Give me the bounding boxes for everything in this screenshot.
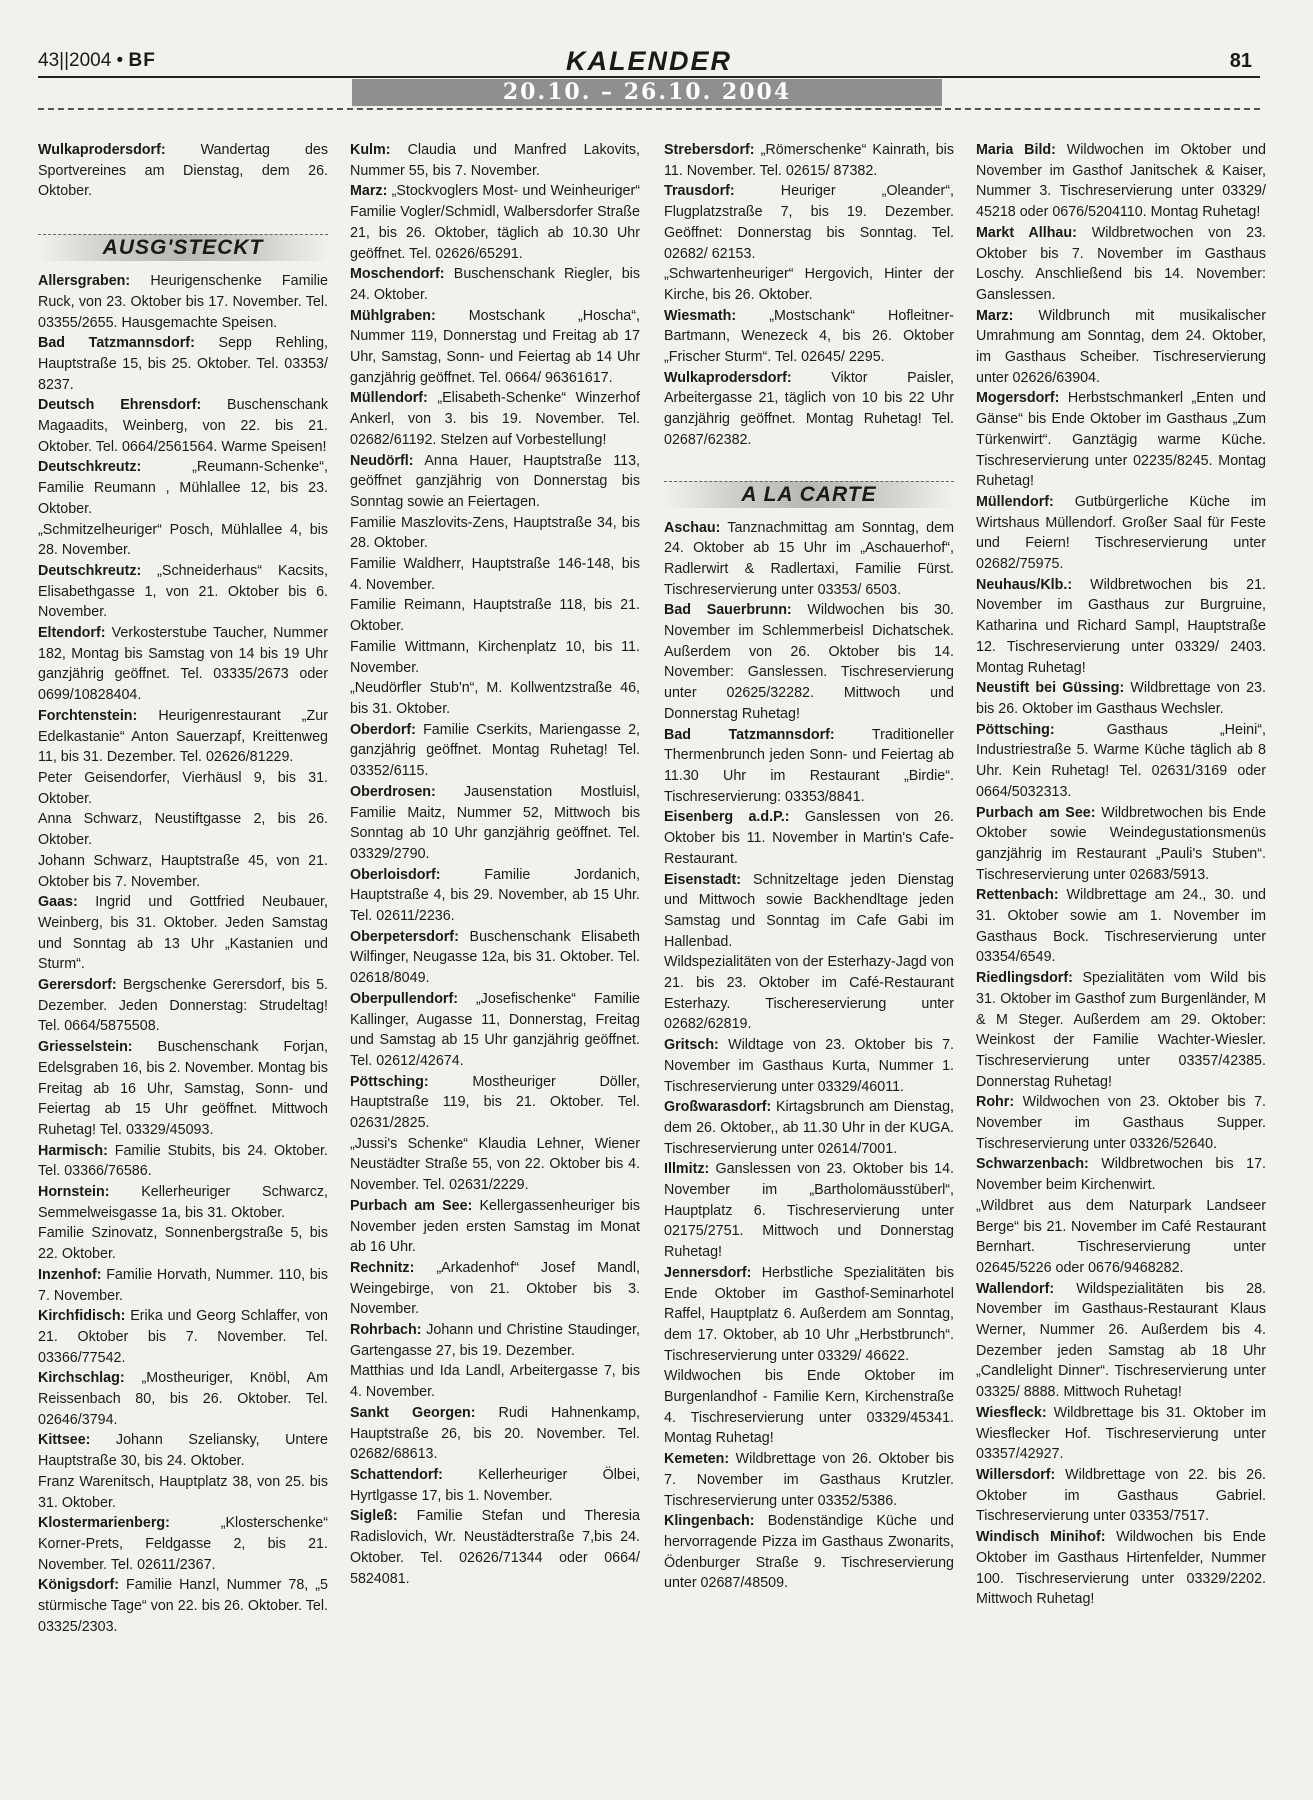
entry-text: Wildwochen bis Ende Oktober im Burgenlandhof - Familie Kern, Kirchenstraße 4. Tischreservierung unter 03329/45341. Montag Ruhetag! xyxy=(664,1368,954,1447)
listing-entry xyxy=(350,388,640,450)
entry-text: „Römerschenke“ Kainrath, bis 11. November. Tel. 02615/ 87382. xyxy=(664,142,954,179)
place-name: Pöttsching: xyxy=(350,1073,429,1090)
listing-entry xyxy=(976,1527,1266,1610)
entry-text: Familie Szinovatz, Sonnenbergstraße 5, bis 22. Oktober. xyxy=(38,1225,328,1263)
listing-entry xyxy=(38,1368,328,1430)
listing-entry xyxy=(976,678,1266,719)
listing-entry xyxy=(350,140,640,181)
entry-text: Buschenschank Forjan, Edelsgraben 16, bis 2. November. Montag bis Freitag ab 16 Uhr, Samstag, Sonn- und Feiertag ab 15 Uhr geöffnet. Mittwoch Ruhetag! Tel. 03329/45093. xyxy=(38,1039,328,1138)
header-divider xyxy=(38,108,1260,110)
listing-entry xyxy=(350,1465,640,1506)
listing-entry xyxy=(350,1196,640,1258)
place-name: Mühlgraben: xyxy=(350,307,436,324)
listing-entry xyxy=(664,952,954,1035)
place-name: Eltendorf: xyxy=(38,625,106,642)
place-name: Windisch Minihof: xyxy=(976,1529,1106,1546)
place-name: Purbach am See: xyxy=(976,804,1096,821)
listing-entry xyxy=(664,1263,954,1367)
place-name: Allersgraben: xyxy=(38,273,131,290)
place-name: Mogersdorf: xyxy=(976,390,1060,407)
place-name: Bad Sauerbrunn: xyxy=(664,602,792,619)
entry-text: Heurigenschenke Familie Ruck, von 23. Oktober bis 17. November. Tel. 03355/2655. Hausgemachte Speisen. xyxy=(38,273,328,331)
entry-text: Anna Hauer, Hauptstraße 113, geöffnet ganzjährig von Donnerstag bis Sonntag sowie an Feiertagen. xyxy=(350,452,640,510)
place-name: Kemeten: xyxy=(664,1451,730,1468)
place-name: Rettenbach: xyxy=(976,887,1059,904)
listing-entry xyxy=(976,140,1266,223)
entry-text: Buschenschank Magaadits, Weinberg, von 22. bis 21. Oktober. Tel. 0664/2561564. Warme Speisen! xyxy=(38,397,328,455)
place-name: Wallendorf: xyxy=(976,1280,1055,1297)
listing-entry xyxy=(38,1306,328,1368)
place-name: Hornstein: xyxy=(38,1184,110,1201)
entry-text: Wildspezialitäten bis 28. November im Gasthaus-Restaurant Klaus Werner, Nummer 26. Außerdem bis 4. Dezember jeden Samstag ab 18 Uhr „Candlelight Dinner“. Tischreservierung unter 03325/ 8888. Mittwoch Ruhetag! xyxy=(976,1280,1266,1401)
listing-entry xyxy=(976,1154,1266,1195)
listing-entry xyxy=(664,140,954,181)
listing-entry xyxy=(350,306,640,389)
entry-text: Verkosterstube Taucher, Nummer 182, Montag bis Samstag von 14 bis 19 Uhr ganzjährig geöffnet. Tel. 03335/2673 oder 0699/10828404. xyxy=(38,625,328,704)
entry-text: Wildbrettage am 24., 30. und 31. Oktober sowie am 1. November im Gasthaus Bock. Tischreservierung unter 03354/6549. xyxy=(976,887,1266,966)
entry-text: Erika und Georg Schlaffer, von 21. Oktober bis 7. November. Tel. 03366/77542. xyxy=(38,1308,328,1366)
entry-text: Buschenschank Riegler, bis 24. Oktober. xyxy=(350,266,640,303)
listing-entry xyxy=(664,368,954,451)
entry-text: Wildwochen bis 30. November im Schlemmerbeisl Dichatschek. Außerdem von 26. Oktober bis 14. November: Ganslessen. Tischreservierung unter 02625/32282. Mittwoch und Donnerstag Ruhetag! xyxy=(664,602,954,722)
place-name: Oberpullendorf: xyxy=(350,990,459,1007)
listing-entry xyxy=(38,1513,328,1575)
entry-text: Ingrid und Gottfried Neubauer, Weinberg, bis 31. Oktober. Jeden Samstag und Sonntag ab 13 Uhr „Kastanien und Sturm“. xyxy=(38,894,328,973)
place-name: Bad Tatzmannsdorf: xyxy=(664,726,835,743)
entry-text: Wildbrettage von 26. Oktober bis 7. November im Gasthaus Krutzler. Tischreservierung unter 03352/5386. xyxy=(664,1451,954,1509)
place-name: Pöttsching: xyxy=(976,721,1055,738)
entry-text: Spezialitäten vom Wild bis 31. Oktober im Gasthof zum Burgenländer, M & M Steger. Außerdem am 29. Oktober: Weinkost der Familie Wachter-Wiesler. Tischreservierung unter 03357/42385. Donnerstag Ruhetag! xyxy=(976,970,1266,1090)
entry-text: Familie Wittmann, Kirchenplatz 10, bis 11. November. xyxy=(350,638,640,676)
listing-entry xyxy=(350,451,640,513)
listing-entry xyxy=(38,457,328,519)
listing-entry xyxy=(664,518,954,601)
entry-text: Familie Stefan und Theresia Radislovich, Wr. Neustädterstraße 7,bis 24. Oktober. Tel. 02626/71344 oder 0664/ 5824081. xyxy=(350,1508,640,1587)
place-name: Gerersdorf: xyxy=(38,977,117,994)
entry-text: Gutbürgerliche Küche im Wirtshaus Müllendorf. Großer Saal für Feste und Feiern! Tischreservierung unter 02682/75975. xyxy=(976,493,1266,573)
entry-text: Wildwochen bis Ende Oktober im Gasthaus Hirtenfelder, Nummer 100. Tischreservierung unter 03329/2202. Mittwoch Ruhetag! xyxy=(976,1529,1266,1608)
entry-text: „Klosterschenke“ Korner-Prets, Feldgasse 2, bis 21. November. Tel. 02611/2367. xyxy=(38,1515,328,1573)
entry-text: „Arkadenhof“ Josef Mandl, Weingebirge, von 21. Oktober bis 3. November. xyxy=(350,1259,640,1318)
listing-entry xyxy=(350,989,640,1072)
place-name: Wiesmath: xyxy=(664,307,737,324)
entry-text: Johann Szeliansky, Untere Hauptstraße 30, bis 24. Oktober. xyxy=(38,1432,328,1470)
listing-entry xyxy=(38,851,328,892)
entry-text: Wildbretwochen bis 17. November beim Kirchenwirt. xyxy=(976,1156,1266,1194)
listing-entry xyxy=(38,1182,328,1223)
place-name: Moschendorf: xyxy=(350,266,445,283)
place-name: Neudörfl: xyxy=(350,452,414,469)
listing-entry xyxy=(664,181,954,264)
brand-label: BF xyxy=(128,50,156,71)
listing-entry xyxy=(38,1430,328,1471)
entry-text: „Elisabeth-Schenke“ Winzerhof Ankerl, von 3. bis 19. November. Tel. 02682/61192. Stelzen auf Vorbestellung! xyxy=(350,390,640,448)
place-name: Klingenbach: xyxy=(664,1513,755,1530)
listing-entry xyxy=(976,1465,1266,1527)
place-name: Deutsch Ehrensdorf: xyxy=(38,397,202,414)
listing-entry xyxy=(350,865,640,927)
entry-text: Kellergassenheuriger bis November jeden ersten Samstag im Monat ab 16 Uhr. xyxy=(350,1197,640,1256)
listing-entry xyxy=(38,809,328,850)
entry-text: Bergschenke Gerersdorf, bis 5. Dezember. Jeden Donnerstag: Strudeltag! Tel. 0664/5875508. xyxy=(38,977,328,1035)
entry-text: Wildwochen im Oktober und November im Gasthof Janitschek & Kaiser, Nummer 3. Tischreservierung unter 03329/ 45218 oder 0676/5204110. Montag Ruhetag! xyxy=(976,142,1266,221)
listing-entry xyxy=(350,595,640,636)
entry-text: Heurigenrestaurant „Zur Edelkastanie“ Anton Sauerzapf, Kreittenweg 11, bis 31. Dezember. Tel. 02626/81229. xyxy=(38,707,328,766)
listing-entry xyxy=(976,1403,1266,1465)
listing-entry xyxy=(38,768,328,809)
place-name: Purbach am See: xyxy=(350,1197,473,1214)
listing-entry xyxy=(350,1134,640,1196)
listing-entry xyxy=(664,1159,954,1263)
listing-entry xyxy=(38,1141,328,1182)
listing-entry xyxy=(350,1361,640,1402)
entry-text: Tanznachmittag am Sonntag, dem 24. Oktober ab 15 Uhr im „Aschauerhof“, Radlerwirt & Radlertaxi, Familie Fürst. Tischreservierung unter 03353/ 6503. xyxy=(664,519,954,598)
place-name: Markt Allhau: xyxy=(976,224,1077,241)
place-name: Bad Tatzmannsdorf: xyxy=(38,335,195,352)
listing-entry xyxy=(664,870,954,953)
listing-entry xyxy=(976,306,1266,389)
entry-text: Familie Hanzl, Nummer 78, „5 stürmische Tage“ von 22. bis 26. Oktober. Tel. 03325/2303. xyxy=(38,1577,328,1635)
entry-text: Franz Warenitsch, Hauptplatz 38, von 25. bis 31. Oktober. xyxy=(38,1473,328,1511)
entry-text: Familie Jordanich, Hauptstraße 4, bis 29. November, ab 15 Uhr. Tel. 02611/2236. xyxy=(350,866,640,925)
entry-text: Jausenstation Mostluisl, Familie Maitz, Nummer 52, Mittwoch bis Sonntag ab 10 Uhr ganzjährig geöffnet. Tel. 03329/2790. xyxy=(350,783,640,862)
place-name: Wiesfleck: xyxy=(976,1404,1047,1421)
place-name: Inzenhof: xyxy=(38,1266,102,1283)
place-name: Deutschkreutz: xyxy=(38,562,142,579)
entry-text: Johann und Christine Staudinger, Gartengasse 27, bis 19. Dezember. xyxy=(350,1322,640,1359)
place-name: Griesselstein: xyxy=(38,1039,133,1056)
entry-text: Familie Horvath, Nummer. 110, bis 7. November. xyxy=(38,1266,328,1304)
place-name: Großwarasdorf: xyxy=(664,1099,772,1116)
listing-entry xyxy=(38,1575,328,1637)
listing-entry xyxy=(38,1037,328,1141)
entry-text: „Neudörfler Stub'n“, M. Kollwentzstraße 46, bis 31. Oktober. xyxy=(350,680,640,717)
entry-text: „Wildbret aus dem Naturpark Landseer Berge“ bis 21. November im Café Restaurant Bernhart. Tischreservierung unter 02645/5226 oder 0676/9468282. xyxy=(976,1197,1266,1276)
entry-text: Schnitzeltage jeden Dienstag und Mittwoch sowie Backhendltage jeden Samstag und Sonntag im Cafe Gabi im Hallenbad. xyxy=(664,871,954,950)
place-name: Rohr: xyxy=(976,1094,1015,1111)
place-name: Deutschkreutz: xyxy=(38,459,142,476)
entry-text: Wildbrettage bis 31. Oktober im Wiesflecker Hof. Tischreservierung unter 03357/42927. xyxy=(976,1404,1266,1463)
place-name: Neuhaus/Klb.: xyxy=(976,576,1073,593)
listing-entry xyxy=(38,395,328,457)
listing-entry xyxy=(976,803,1266,886)
listing-entry xyxy=(350,264,640,305)
section-heading: AUSG'STECKT xyxy=(38,234,328,261)
place-name: Riedlingsdorf: xyxy=(976,970,1073,987)
entry-text: Wildbretwochen bis Ende Oktober sowie Weindegustationsmenüs ganzjährig im Restaurant „Pauli's Stuben“. Tischreservierung unter 02683/5913. xyxy=(976,804,1266,883)
column-4 xyxy=(976,140,1266,1610)
listing-entry xyxy=(38,1472,328,1513)
place-name: Wulkaprodersdorf: xyxy=(664,369,792,386)
listing-entry xyxy=(976,1092,1266,1154)
listing-entry xyxy=(976,720,1266,803)
entry-text: Wandertag des Sportvereines am Dienstag, dem 26. Oktober. xyxy=(38,142,328,200)
column-1 xyxy=(38,140,328,1638)
entry-text: Familie Maszlovits-Zens, Hauptstraße 34, bis 28. Oktober. xyxy=(350,514,640,552)
listing-entry xyxy=(38,892,328,975)
place-name: Gaas: xyxy=(38,894,78,911)
place-name: Jennersdorf: xyxy=(664,1264,752,1281)
listing-entry xyxy=(664,725,954,808)
issue-number: 43||2004 • xyxy=(38,50,129,71)
place-name: Wulkaprodersdorf: xyxy=(38,142,166,158)
listing-entry xyxy=(976,1196,1266,1279)
place-name: Aschau: xyxy=(664,519,721,536)
page-title: KALENDER xyxy=(565,46,732,76)
entry-text: „Schneiderhaus“ Kacsits, Elisabethgasse 1, von 21. Oktober bis 6. November. xyxy=(38,562,328,621)
place-name: Rechnitz: xyxy=(350,1259,415,1276)
listing-entry xyxy=(976,575,1266,679)
entry-text: Wildbretwochen bis 21. November im Gasthaus zur Burgruine, Katharina und Richard Sampl, Hauptstraße 12. Tischreservierung unter 03329/ 2403. Montag Ruhetag! xyxy=(976,576,1266,676)
place-name: Willersdorf: xyxy=(976,1467,1056,1483)
listing-entry xyxy=(38,1223,328,1264)
listing-entry xyxy=(38,271,328,333)
entry-text: Johann Schwarz, Hauptstraße 45, von 21. Oktober bis 7. November. xyxy=(38,852,328,890)
entry-text: Bodenständige Küche und hervorragende Pizza im Gasthaus Zwonarits, Ödenburger Straße 9. Tischreservierung unter 02687/48509. xyxy=(664,1513,954,1592)
place-name: Kirchfidisch: xyxy=(38,1308,126,1325)
place-name: Kulm: xyxy=(350,142,391,158)
place-name: Eisenstadt: xyxy=(664,871,742,888)
listing-entry xyxy=(976,492,1266,575)
listing-entry xyxy=(976,968,1266,1092)
place-name: Oberdorf: xyxy=(350,721,416,738)
listing-entry xyxy=(664,1366,954,1449)
section-heading: A LA CARTE xyxy=(664,481,954,508)
entry-text: Wildbrettage von 23. bis 26. Oktober im Gasthaus Wechsler. xyxy=(976,680,1266,717)
column-3 xyxy=(664,140,954,1594)
listing-entry xyxy=(664,1511,954,1594)
listing-entry xyxy=(350,1072,640,1134)
place-name: Schwarzenbach: xyxy=(976,1156,1089,1173)
listing-entry xyxy=(38,1265,328,1306)
entry-text: Ganslessen von 23. Oktober bis 14. November im „Bartholomäusstüberl“, Hauptplatz 6. Tischreservierung unter 02175/2751. Mittwoch und Donnerstag Ruhetag! xyxy=(664,1161,954,1261)
listing-entry xyxy=(38,520,328,561)
place-name: Gritsch: xyxy=(664,1037,719,1054)
entry-text: Wildtage von 23. Oktober bis 7. November im Gasthaus Kurta, Nummer 1. Tischreservierung unter 03329/46011. xyxy=(664,1037,954,1095)
listing-entry xyxy=(350,1258,640,1320)
listing-entry xyxy=(664,807,954,869)
place-name: Marz: xyxy=(350,183,388,200)
listing-entry xyxy=(350,637,640,678)
entry-text: Rudi Hahnenkamp, Hauptstraße 26, bis 20. November. Tel. 02682/68613. xyxy=(350,1404,640,1463)
entry-text: Familie Reimann, Hauptstraße 118, bis 21. Oktober. xyxy=(350,597,640,635)
listing-entry xyxy=(976,388,1266,492)
place-name: Müllendorf: xyxy=(976,493,1054,510)
listing-entry xyxy=(350,678,640,719)
entry-text: Familie Waldherr, Hauptstraße 146-148, bis 4. November. xyxy=(350,556,640,593)
place-name: Marz: xyxy=(976,307,1014,324)
place-name: Schattendorf: xyxy=(350,1467,443,1483)
listing-entry xyxy=(664,264,954,305)
place-name: Oberdrosen: xyxy=(350,783,436,800)
entry-text: Heuriger „Oleander“, Flugplatzstraße 7, bis 19. Dezember. Geöffnet: Donnerstag bis Sonntag. Tel. 02682/ 62153. xyxy=(664,183,954,262)
entry-text: Herbstschmankerl „Enten und Gänse“ bis Ende Oktober im Gasthaus „Zum Türkenwirt“. Ganztägig warme Küche. Tischreservierung unter 02235/8245. Montag Ruhetag! xyxy=(976,390,1266,490)
entry-text: Matthias und Ida Landl, Arbeitergasse 7, bis 4. November. xyxy=(350,1363,640,1401)
listing-entry xyxy=(38,623,328,706)
place-name: Oberpetersdorf: xyxy=(350,928,459,945)
place-name: Kittsee: xyxy=(38,1432,91,1449)
entry-text: Kirtagsbrunch am Dienstag, dem 26. Oktober,, ab 11.30 Uhr in der KUGA. Tischreservierung unter 02614/7001. xyxy=(664,1099,954,1157)
entry-text: Viktor Paisler, Arbeitergasse 21, täglich von 10 bis 22 Uhr ganzjährig geöffnet. Montag Ruhetag! Tel. 02687/62382. xyxy=(664,369,954,448)
listing-entry xyxy=(38,140,328,202)
entry-text: Kellerheuriger Ölbei, Hyrtlgasse 17, bis 1. November. xyxy=(350,1467,640,1504)
place-name: Illmitz: xyxy=(664,1161,710,1178)
listing-entry xyxy=(38,561,328,623)
place-name: Neustift bei Güssing: xyxy=(976,680,1125,697)
entry-text: Kellerheuriger Schwarcz, Semmelweisgasse 1a, bis 31. Oktober. xyxy=(38,1184,328,1221)
place-name: Sigleß: xyxy=(350,1508,398,1525)
entry-text: Herbstliche Spezialitäten bis Ende Oktober im Gasthof-Seminarhotel Raffel, Hauptplatz 6. Außerdem am Sonntag, dem 17. Oktober, ab 10 Uhr „Herbstbrunch“. Tischreservierung unter 03329/ 46622. xyxy=(664,1264,954,1364)
page-header xyxy=(38,48,1260,78)
place-name: Strebersdorf: xyxy=(664,142,755,158)
entry-text: Ganslessen von 26. Oktober bis 11. November in Martin's Cafe-Restaurant. xyxy=(664,809,954,867)
listing-entry xyxy=(350,513,640,554)
entry-text: „Reumann-Schenke“, Familie Reumann , Mühlallee 12, bis 23. Oktober. xyxy=(38,459,328,517)
place-name: Oberloisdorf: xyxy=(350,866,441,883)
place-name: Eisenberg a.d.P.: xyxy=(664,809,790,826)
entry-text: „Schwartenheuriger“ Hergovich, Hinter der Kirche, bis 26. Oktober. xyxy=(664,266,954,303)
listing-entry xyxy=(664,1097,954,1159)
date-range-banner: 20.10. – 26.10. 2004 xyxy=(352,79,942,106)
entry-text: Buschenschank Elisabeth Wilfinger, Neugasse 12a, bis 31. Oktober. Tel. 02618/8049. xyxy=(350,928,640,987)
listing-entry xyxy=(350,720,640,782)
entry-text: „Josefischenke“ Familie Kallinger, Augasse 11, Donnerstag, Freitag und Samstag ab 15 Uhr ganzjährig geöffnet. Tel. 02612/42674. xyxy=(350,990,640,1069)
entry-text: „Mostheuriger, Knöbl, Am Reissenbach 80, bis 26. Oktober. Tel. 02646/3794. xyxy=(38,1370,328,1428)
listing-entry xyxy=(664,306,954,368)
entry-text: Wildbrunch mit musikalischer Umrahmung am Sonntag, dem 24. Oktober, im Gasthaus Scheiber. Tischreservierung unter 02626/63904. xyxy=(976,307,1266,386)
entry-text: Wildbrettage von 22. bis 26. Oktober im Gasthaus Gabriel. Tischreservierung unter 03353/7517. xyxy=(976,1467,1266,1525)
place-name: Maria Bild: xyxy=(976,142,1056,158)
place-name: Forchtenstein: xyxy=(38,707,138,724)
listing-entry xyxy=(350,1403,640,1465)
place-name: Müllendorf: xyxy=(350,390,428,407)
listing-entry xyxy=(664,1035,954,1097)
listing-entry xyxy=(350,554,640,595)
listing-entry xyxy=(38,706,328,768)
place-name: Harmisch: xyxy=(38,1142,108,1159)
entry-text: Mostheuriger Döller, Hauptstraße 119, bis 21. Oktober. Tel. 02631/2825. xyxy=(350,1073,640,1132)
place-name: Rohrbach: xyxy=(350,1322,422,1339)
listing-entry xyxy=(350,1506,640,1589)
entry-text: Wildspezialitäten von der Esterhazy-Jagd von 21. bis 23. Oktober im Café-Restaurant Esterhazy. Tischereservierung unter 02682/62819. xyxy=(664,954,954,1033)
entry-text: „Mostschank“ Hofleitner-Bartmann, Wenezeck 4, bis 26. Oktober „Frischer Sturm“. Tel. 02645/ 2295. xyxy=(664,307,954,366)
entry-text: Wildwochen von 23. Oktober bis 7. November im Gasthaus Supper. Tischreservierung unter 03326/52640. xyxy=(976,1094,1266,1152)
place-name: Kirchschlag: xyxy=(38,1370,125,1387)
entry-text: Anna Schwarz, Neustiftgasse 2, bis 26. Oktober. xyxy=(38,811,328,849)
entry-text: „Schmitzelheuriger“ Posch, Mühlallee 4, bis 28. November. xyxy=(38,521,328,559)
entry-text: „Jussi's Schenke“ Klaudia Lehner, Wiener Neustädter Straße 55, von 22. Oktober bis 4. November. Tel. 02631/2229. xyxy=(350,1135,640,1194)
place-name: Trausdorf: xyxy=(664,183,735,200)
listing-entry xyxy=(350,927,640,989)
listing-entry xyxy=(350,181,640,264)
entry-text: Mostschank „Hoscha“, Nummer 119, Donnerstag und Freitag ab 17 Uhr, Samstag, Sonn- und Feiertag ab 14 Uhr ganzjährig geöffnet. Tel. 0664/ 96361617. xyxy=(350,307,640,386)
place-name: Königsdorf: xyxy=(38,1577,119,1594)
entry-text: Peter Geisendorfer, Vierhäusl 9, bis 31. Oktober. xyxy=(38,769,328,807)
entry-text: Wildbretwochen von 23. Oktober bis 7. November im Gasthaus Loschy. Anschließend bis 14. November: Ganslessen. xyxy=(976,224,1266,303)
listing-entry xyxy=(38,333,328,395)
entry-text: „Stockvoglers Most- und Weinheuriger“ Familie Vogler/Schmidl, Walbersdorfer Straße 21, bis 26. Oktober, täglich ab 10.30 Uhr geöffnet. Tel. 02626/65291. xyxy=(350,183,640,262)
listing-entry xyxy=(664,600,954,724)
page-number: 81 xyxy=(1229,50,1252,72)
listing-entry xyxy=(976,223,1266,306)
listing-entry xyxy=(38,975,328,1037)
column-2 xyxy=(350,140,640,1589)
listing-entry xyxy=(976,885,1266,968)
entry-text: Traditioneller Thermenbrunch jeden Sonn- und Feiertag ab 11.30 Uhr im Restaurant „Birdie“. Tischreservierung: 03353/8841. xyxy=(664,726,954,805)
listing-entry xyxy=(976,1279,1266,1403)
entry-text: Gasthaus „Heini“, Industriestraße 5. Warme Küche täglich ab 8 Uhr. Kein Ruhetag! Tel. 02631/3169 oder 0664/5032313. xyxy=(976,721,1266,800)
entry-text: Familie Stubits, bis 24. Oktober. Tel. 03366/76586. xyxy=(38,1142,328,1180)
entry-text: Familie Cserkits, Mariengasse 2, ganzjährig geöffnet. Montag Ruhetag! Tel. 03352/6115. xyxy=(350,721,640,780)
listing-entry xyxy=(350,1320,640,1361)
entry-text: Sepp Rehling, Hauptstraße 15, bis 25. Oktober. Tel. 03353/ 8237. xyxy=(38,335,328,393)
place-name: Sankt Georgen: xyxy=(350,1404,476,1421)
entry-text: Claudia und Manfred Lakovits, Nummer 55, bis 7. November. xyxy=(350,142,640,179)
place-name: Klostermarienberg: xyxy=(38,1515,170,1532)
listing-entry xyxy=(350,782,640,865)
listing-entry xyxy=(664,1449,954,1511)
